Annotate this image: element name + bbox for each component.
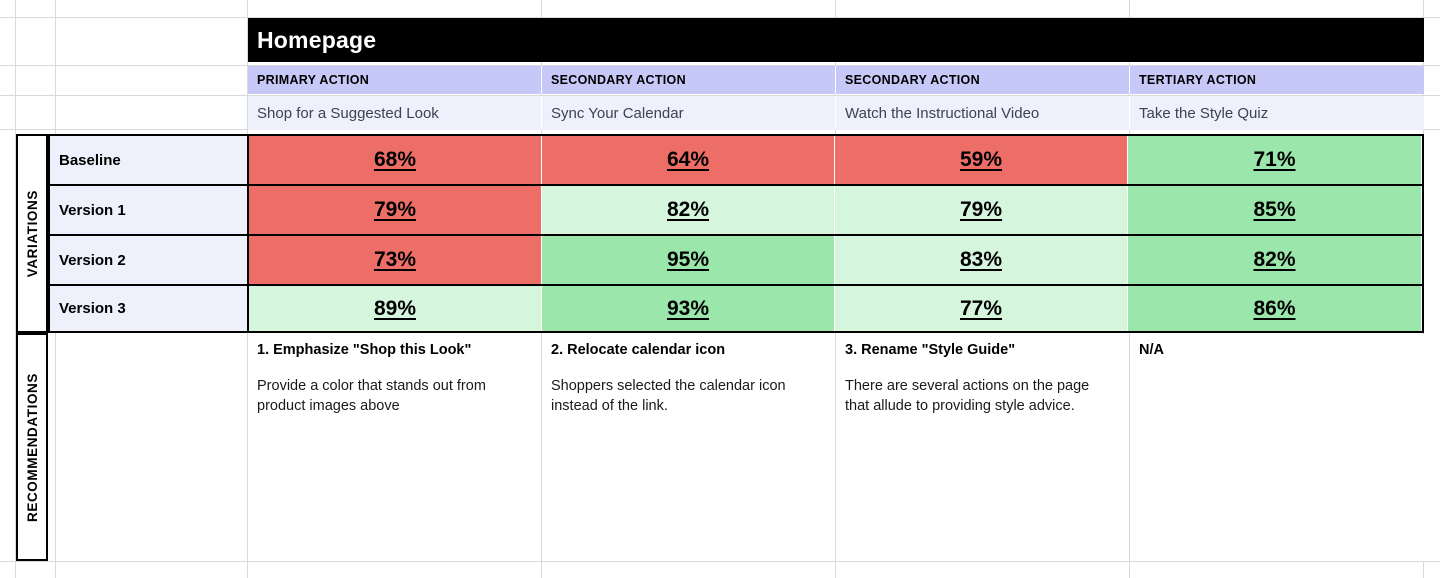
- recommendation-cell[interactable]: [836, 334, 1130, 561]
- action-description: Sync Your Calendar: [542, 96, 836, 130]
- variations-table: [48, 134, 1424, 333]
- score-value: 79%: [373, 198, 417, 221]
- score-value: 68%: [373, 148, 417, 171]
- score-value: 64%: [666, 148, 710, 171]
- score-value: 82%: [1253, 248, 1296, 271]
- recommendation-body: There are several actions on the page that allude to providing style advice.: [845, 377, 1090, 415]
- score-value: 93%: [666, 296, 710, 320]
- action-type-header: SECONDARY ACTION: [836, 66, 1130, 94]
- recommendations-band-label: [16, 333, 48, 561]
- recommendation-title: 2. Relocate calendar icon: [551, 342, 726, 358]
- action-description: Shop for a Suggested Look: [248, 96, 542, 130]
- score-cell[interactable]: [249, 136, 542, 184]
- score-cell[interactable]: [542, 286, 835, 331]
- score-cell[interactable]: [1128, 136, 1421, 184]
- recommendation-title: N/A: [1139, 342, 1164, 358]
- score-value: 79%: [959, 198, 1003, 221]
- score-cell[interactable]: [542, 136, 835, 184]
- grid-line: [0, 561, 1440, 562]
- action-description: Watch the Instructional Video: [836, 96, 1130, 130]
- score-value: 59%: [959, 148, 1003, 171]
- score-cell[interactable]: [835, 186, 1128, 234]
- variation-name: Baseline: [50, 136, 249, 184]
- variations-band-label-text: VARIATIONS: [24, 189, 40, 278]
- score-cell[interactable]: [835, 286, 1128, 331]
- score-value: 83%: [959, 248, 1003, 271]
- score-value: 86%: [1253, 296, 1296, 320]
- page-title: Homepage: [248, 18, 1424, 62]
- score-cell[interactable]: [249, 286, 542, 331]
- action-description-row: [248, 96, 1424, 130]
- score-cell[interactable]: [835, 136, 1128, 184]
- recommendation-body: Shoppers selected the calendar icon instead of the link.: [551, 377, 786, 415]
- score-cell[interactable]: [249, 186, 542, 234]
- score-cell[interactable]: [1128, 286, 1421, 331]
- action-type-header: PRIMARY ACTION: [248, 66, 542, 94]
- variation-name: Version 1: [50, 186, 249, 234]
- recommendations-row: [248, 334, 1424, 561]
- score-value: 95%: [666, 248, 710, 271]
- score-cell[interactable]: [542, 236, 835, 284]
- action-description: Take the Style Quiz: [1130, 96, 1424, 130]
- table-row: [50, 236, 1422, 286]
- recommendation-title: 1. Emphasize "Shop this Look": [257, 342, 472, 358]
- table-row: [50, 186, 1422, 236]
- table-row: [50, 136, 1422, 186]
- score-value: 89%: [373, 296, 417, 320]
- action-type-header: TERTIARY ACTION: [1130, 66, 1424, 94]
- score-value: 85%: [1253, 198, 1296, 221]
- score-value: 71%: [1253, 148, 1296, 171]
- score-cell[interactable]: [835, 236, 1128, 284]
- recommendation-cell[interactable]: [248, 334, 542, 561]
- table-row: [50, 286, 1422, 331]
- variation-name: Version 2: [50, 236, 249, 284]
- recommendation-body: Provide a color that stands out from product images above: [257, 377, 486, 415]
- recommendation-cell[interactable]: [1130, 334, 1424, 561]
- score-value: 73%: [373, 248, 417, 271]
- action-type-row: [248, 66, 1424, 94]
- score-cell[interactable]: [1128, 186, 1421, 234]
- variations-band-label: [16, 134, 48, 333]
- recommendation-title: 3. Rename "Style Guide": [845, 342, 1016, 358]
- score-cell[interactable]: [249, 236, 542, 284]
- score-value: 77%: [959, 296, 1003, 320]
- recommendations-band-label-text: RECOMMENDATIONS: [24, 372, 40, 522]
- score-cell[interactable]: [1128, 236, 1421, 284]
- score-cell[interactable]: [542, 186, 835, 234]
- variation-name: Version 3: [50, 286, 249, 331]
- recommendation-cell[interactable]: [542, 334, 836, 561]
- action-type-header: SECONDARY ACTION: [542, 66, 836, 94]
- score-value: 82%: [666, 198, 710, 221]
